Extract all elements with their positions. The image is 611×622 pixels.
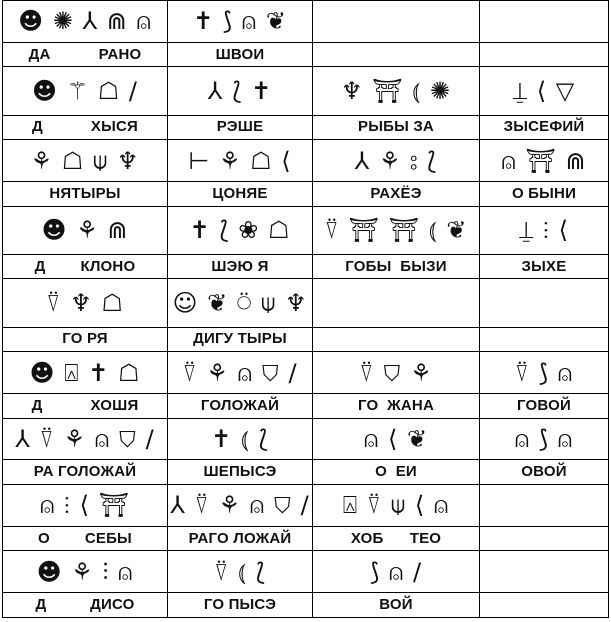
glyph-sequence: ⍢ ♆ ☖ (46, 289, 124, 318)
label-cell (168, 327, 313, 352)
glyph-cell (168, 67, 313, 115)
glyph-sequence: ♆ ⛩ ⦅ ✺ (341, 76, 451, 105)
label-cell (480, 526, 609, 551)
glyph-cell (313, 140, 480, 182)
glyph-cell (168, 140, 313, 182)
glyph-sequence: ⍝ ⛩ ⋒ (501, 146, 587, 175)
glyph-sequence: ⟆ ⍝ / (369, 557, 423, 586)
label-cell (313, 254, 480, 279)
reading-label: О БЫНИ (511, 184, 577, 202)
label-cell (3, 254, 168, 279)
glyph-sequence: ☻ ⚚ ☖ / (31, 76, 139, 105)
reading-label: РЭШЕ (216, 118, 264, 136)
label-cell (3, 115, 168, 140)
glyph-cell (480, 352, 609, 394)
glyph-cell (313, 418, 480, 460)
label-cell (168, 42, 313, 67)
reading-label: ГОВОЙ (517, 396, 571, 414)
label-cell (313, 115, 480, 140)
reading-label: ВОЙ (379, 596, 413, 614)
glyph-sequence: ✝ ⟅ ❀ ☖ (189, 216, 291, 245)
glyph-cell (3, 1, 168, 43)
label-cell (480, 327, 609, 352)
glyph-cell (3, 206, 168, 254)
glyph-sequence: ⍢ ⛉ ⚘ (359, 358, 433, 387)
reading-label: ГО ПЫСЭ (203, 596, 277, 614)
glyph-sequence: ☻ ⚘ ⋒ (41, 216, 129, 245)
glyph-sequence: ⍊ ⟨ ▽ (512, 76, 576, 105)
glyph-cell (480, 67, 609, 115)
glyph-sequence: ⅄ ⚘ ⦂ ⟅ (354, 146, 438, 175)
glyph-sequence: ☺ ❦ ⍥ ⍦ ♆ (172, 289, 308, 318)
glyph-cell (168, 551, 313, 593)
label-cell (3, 394, 168, 419)
label-cell (168, 115, 313, 140)
glyph-sequence: ⅄ ⍢ ⚘ ⍝ ⛉ / (15, 425, 155, 454)
label-cell (168, 526, 313, 551)
glyph-sequence: ⍝ ⟆ ⍝ (514, 425, 574, 454)
glyph-translation-table (2, 0, 609, 618)
glyph-cell (313, 551, 480, 593)
label-cell (3, 327, 168, 352)
glyph-cell (480, 418, 609, 460)
glyph-sequence: ⍢ ⛩ ⛩ ⦅ ❦ (324, 216, 468, 245)
reading-label: РАГО ЛОЖАЙ (188, 529, 292, 547)
glyph-cell (3, 551, 168, 593)
glyph-cell (480, 485, 609, 527)
glyph-sequence: ✝ ⦅ ⟅ (211, 425, 269, 454)
label-cell (313, 394, 480, 419)
glyph-sequence: ☻ ⚘ ⫶ ⍝ (36, 557, 134, 586)
label-cell (3, 526, 168, 551)
glyph-sequence: ⍢ ⟆ ⍝ (514, 358, 574, 387)
label-cell (3, 460, 168, 485)
glyph-cell (313, 67, 480, 115)
glyph-cell (3, 67, 168, 115)
glyph-cell (3, 279, 168, 327)
glyph-cell (168, 352, 313, 394)
reading-label: ЗЫСЕФИЙ (503, 118, 585, 136)
label-cell (480, 593, 609, 618)
glyph-sequence: ⊢ ⚘ ☖ ⟨ (188, 146, 292, 175)
reading-label: РА ГОЛОЖАЙ (33, 463, 137, 481)
label-cell (313, 460, 480, 485)
glyph-cell (313, 206, 480, 254)
glyph-cell (3, 418, 168, 460)
reading-label: Д КЛОНО (34, 257, 136, 275)
glyph-sequence: ⍝ ⫶ ⟨ ⛩ (39, 491, 131, 520)
label-cell (313, 42, 480, 67)
glyph-cell (313, 279, 480, 327)
glyph-cell (313, 352, 480, 394)
reading-label: РЫБЫ ЗА (358, 118, 434, 136)
glyph-sequence: ⍢ ⚘ ⍝ ⛉ / (182, 358, 298, 387)
label-cell (168, 181, 313, 206)
glyph-cell (168, 206, 313, 254)
reading-label: НЯТЫРЫ (49, 184, 121, 202)
glyph-sequence: ⍝ ⟨ ❦ (363, 425, 429, 454)
glyph-cell (168, 279, 313, 327)
label-cell (3, 42, 168, 67)
label-cell (3, 593, 168, 618)
glyph-cell (480, 140, 609, 182)
reading-label: Д ХЫСЯ (31, 118, 139, 136)
glyph-cell (480, 1, 609, 43)
reading-label: ШВОИ (215, 45, 265, 63)
label-cell (168, 593, 313, 618)
label-cell (3, 181, 168, 206)
label-cell (480, 42, 609, 67)
label-cell (480, 394, 609, 419)
glyph-sequence: ⅄ ⟅ ✝ (207, 76, 273, 105)
glyph-cell (168, 1, 313, 43)
reading-label: Д ХОШЯ (31, 396, 139, 414)
reading-label: ГО ЖАНА (358, 396, 434, 414)
reading-label: ЗЫХЕ (521, 257, 567, 275)
reading-label: ГОЛОЖАЙ (200, 396, 280, 414)
label-cell (168, 460, 313, 485)
label-cell (313, 327, 480, 352)
reading-label: ДИГУ ТЫРЫ (193, 330, 287, 348)
glyph-cell (3, 485, 168, 527)
glyph-sequence: ✝ ⟆ ⍝ ❦ (193, 7, 287, 36)
label-cell (168, 394, 313, 419)
label-cell (480, 181, 609, 206)
reading-label: О ЕИ (375, 463, 417, 481)
glyph-cell (3, 352, 168, 394)
reading-label: ГОБЫ БЫЗИ (345, 257, 447, 275)
label-cell (168, 254, 313, 279)
glyph-cell (313, 485, 480, 527)
label-cell (313, 593, 480, 618)
reading-label: О СЕБЫ (38, 529, 132, 547)
label-cell (480, 254, 609, 279)
label-cell (480, 115, 609, 140)
reading-label: ОВОЙ (521, 463, 567, 481)
reading-label: ШЕПЫСЭ (203, 463, 277, 481)
glyph-sequence: ☻ ✺ ⅄ ⋒ ⍝ (18, 7, 152, 36)
label-cell (480, 460, 609, 485)
glyph-sequence: ⅄ ⍢ ⚘ ⍝ ⛉ / (170, 491, 310, 520)
glyph-cell (313, 1, 480, 43)
reading-label: ЦОНЯЕ (212, 184, 268, 202)
glyph-sequence: ☻ ⍓ ✝ ☖ (29, 358, 141, 387)
glyph-cell (3, 140, 168, 182)
label-cell (313, 181, 480, 206)
glyph-sequence: ⍢ ⦅ ⟅ (213, 557, 266, 586)
glyph-cell (168, 418, 313, 460)
glyph-cell (480, 206, 609, 254)
glyph-cell (168, 485, 313, 527)
reading-label: ДА РАНО (28, 45, 142, 63)
glyph-sequence: ⚘ ☖ ⍦ ♆ (30, 146, 140, 175)
reading-label: РАХЁЭ (370, 184, 422, 202)
reading-label: ШЭЮ Я (211, 257, 269, 275)
reading-label: Д ДИСО (35, 596, 135, 614)
reading-label: ГО РЯ (62, 330, 108, 348)
glyph-sequence: ⍊ ⫶ ⟨ (518, 216, 570, 245)
glyph-cell (480, 279, 609, 327)
label-cell (313, 526, 480, 551)
glyph-sequence: ⍓ ⍢ ⍦ ⟨ ⍝ (342, 491, 450, 520)
glyph-cell (480, 551, 609, 593)
reading-label: ХОБ ТЕО (350, 529, 442, 547)
